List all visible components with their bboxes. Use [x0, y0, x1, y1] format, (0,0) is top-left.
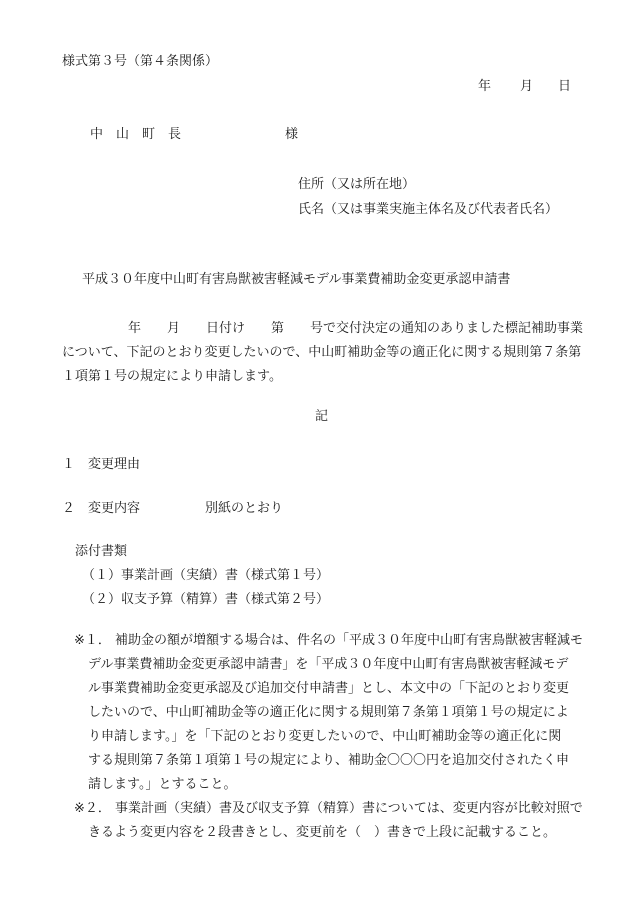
note-2-line: 事業計画（実績）書及び収支予算（精算）書については、変更内容が比較対照で: [115, 801, 583, 816]
addressee-name: 中 山 町 長: [90, 127, 182, 142]
body-line-3: １項第１号の規定により申請します。: [62, 369, 282, 384]
item-2-number: ２: [62, 501, 76, 516]
document-title: 平成３０年度中山町有害鳥獣被害軽減モデル事業費補助金変更承認申請書: [82, 272, 511, 287]
note-1-line: り申請します。」を「下記のとおり変更したいので、中山町補助金等の適正化に関: [88, 729, 562, 744]
attachment-item: （１）事業計画（実績）書（様式第１号）: [82, 568, 330, 583]
item-1-number: １: [62, 457, 76, 472]
ki-heading: 記: [315, 409, 329, 424]
date-year-label: 年: [478, 79, 492, 94]
note-1-marker: ※１．: [74, 633, 111, 648]
addressee-honorific: 様: [285, 127, 299, 142]
note-1-line: ル事業費補助金変更承認及び追加交付申請書」とし、本文中の「下記のとおり変更: [88, 681, 570, 696]
note-1-line: する規則第７条第１項第１号の規定により、補助金〇〇〇円を追加交付されたく申: [88, 753, 570, 768]
attachment-item: （２）収支予算（精算）書（様式第２号）: [82, 592, 330, 607]
applicant-address-label: 住所（又は所在地）: [298, 177, 416, 192]
note-1-line: したいので、中山町補助金等の適正化に関する規則第７条第１項第１号の規定によ: [88, 705, 569, 720]
attachments-heading: 添付書類: [75, 544, 128, 559]
note-2-line: きるよう変更内容を２段書きとし、変更前を（ ）書きで上段に記載すること。: [88, 825, 557, 840]
applicant-name-label: 氏名（又は事業実施主体名及び代表者氏名）: [298, 202, 559, 217]
form-number: 様式第３号（第４条関係）: [62, 54, 219, 69]
note-1-line: 補助金の額が増額する場合は、件名の「平成３０年度中山町有害鳥獣被害軽減モ: [115, 633, 584, 648]
item-2-label: 変更内容: [88, 501, 141, 516]
item-1-label: 変更理由: [88, 457, 141, 472]
note-1-line: デル事業費補助金変更承認申請書」を「平成３０年度中山町有害鳥獣被害軽減モデ: [88, 657, 569, 672]
date-month-label: 月: [520, 79, 534, 94]
item-2-value: 別紙のとおり: [205, 501, 284, 516]
body-line-2: について、下記のとおり変更したいので、中山町補助金等の適正化に関する規則第７条第: [62, 345, 582, 360]
body-line-1: 年 月 日付け 第 号で交付決定の通知のありました標記補助事業: [128, 321, 584, 336]
note-2-marker: ※２．: [74, 801, 111, 816]
date-day-label: 日: [558, 79, 572, 94]
note-1-line: 請します。」とすること。: [88, 777, 237, 792]
